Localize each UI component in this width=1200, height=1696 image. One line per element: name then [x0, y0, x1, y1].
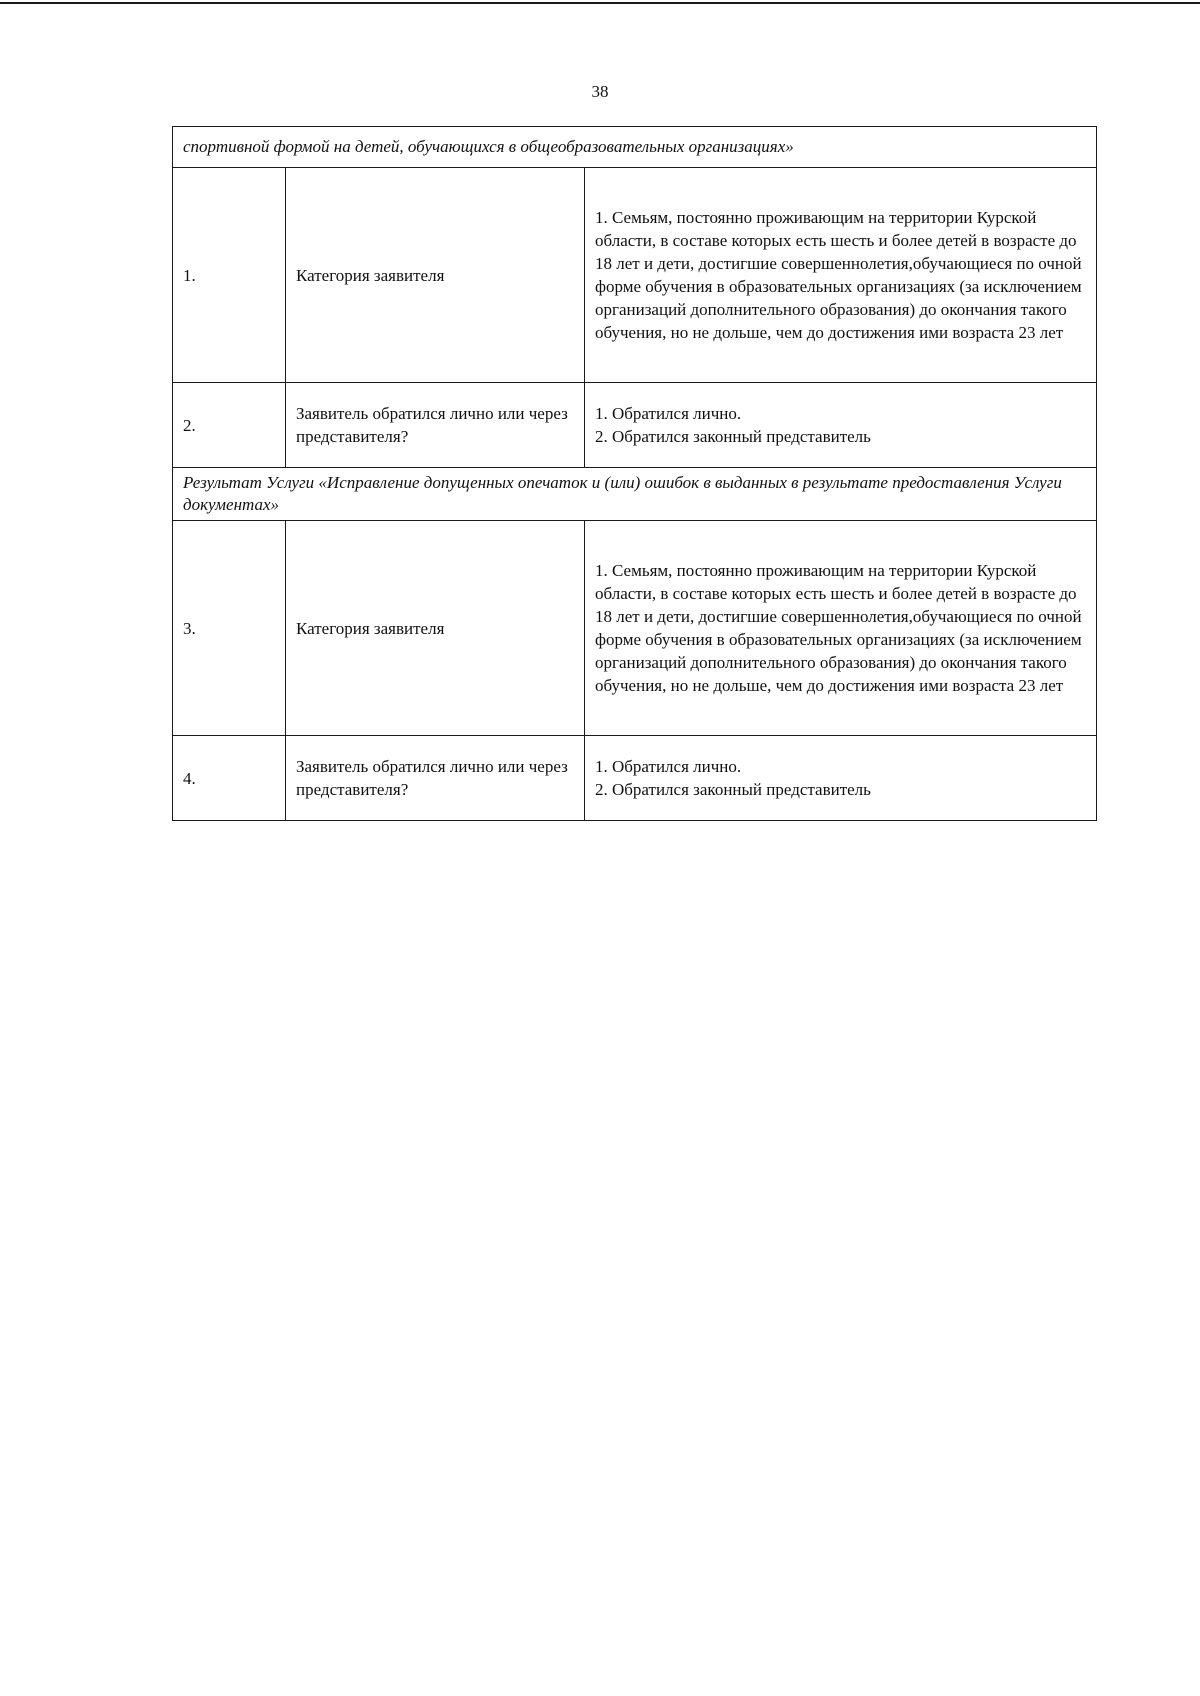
row-parameter: Заявитель обратился лично или через представителя? [286, 736, 585, 821]
value-line: 1. Семьям, постоянно проживающим на территории Курской области, в составе которых есть шесть и более детей в возрасте до 18 лет и дети, достигшие совершеннолетия,обучающиеся по очной форме обучения в образовательных организациях (за исключением организаций дополнительного образования) до окончания такого обучения, но не дольше, чем до достижения ими возраста 23 лет [595, 208, 1082, 342]
table-row [173, 521, 1097, 736]
row-number: 1. [173, 168, 286, 383]
value-line: 1. Обратился лично. [595, 404, 742, 423]
row-values [585, 521, 1097, 736]
value-line: 2. Обратился законный представитель [595, 780, 871, 799]
page-number: 38 [591, 82, 609, 101]
row-values [585, 736, 1097, 821]
value-line: 1. Обратился лично. [595, 757, 742, 776]
section-header-cell: Результат Услуги «Исправление допущенных опечаток и (или) ошибок в выданных в результате предоставления Услуги документах» [173, 468, 1097, 521]
row-number: 2. [173, 383, 286, 468]
section-header-cell: спортивной формой на детей, обучающихся в общеобразовательных организациях» [173, 127, 1097, 168]
row-values [585, 168, 1097, 383]
row-number: 3. [173, 521, 286, 736]
top-edge-rule [0, 2, 1200, 4]
table-row [173, 736, 1097, 821]
value-line: 2. Обратился законный представитель [595, 427, 871, 446]
row-parameter: Заявитель обратился лично или через представителя? [286, 383, 585, 468]
value-line: 1. Семьям, постоянно проживающим на территории Курской области, в составе которых есть шесть и более детей в возрасте до 18 лет и дети, достигшие совершеннолетия,обучающиеся по очной форме обучения в образовательных организациях (за исключением организаций дополнительного образования) до окончания такого обучения, но не дольше, чем до достижения ими возраста 23 лет [595, 561, 1082, 695]
section-header-row [173, 127, 1097, 168]
document-table [172, 126, 1097, 821]
row-values [585, 383, 1097, 468]
section-header-row [173, 468, 1097, 521]
row-parameter: Категория заявителя [286, 521, 585, 736]
table-row [173, 168, 1097, 383]
table-row [173, 383, 1097, 468]
row-parameter: Категория заявителя [286, 168, 585, 383]
row-number: 4. [173, 736, 286, 821]
